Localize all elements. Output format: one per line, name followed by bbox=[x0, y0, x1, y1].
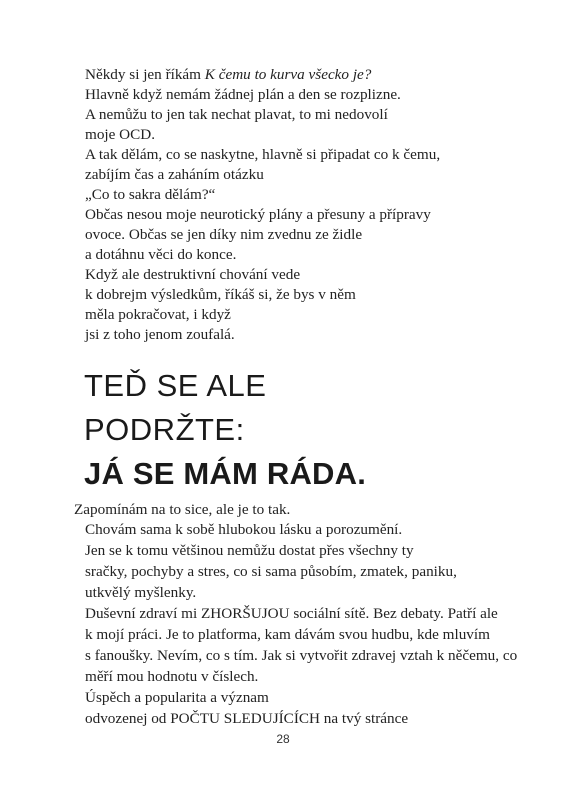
poem-line: měří mou hodnotu v číslech. bbox=[85, 668, 259, 685]
poem-line: A nemůžu to jen tak nechat plavat, to mi nedovolí bbox=[85, 106, 388, 123]
poem-line: Občas nesou moje neurotický plány a přesuny a přípravy bbox=[85, 206, 431, 223]
poem-line: s fanoušky. Nevím, co s tím. Jak si vytvořit zdravej vztah k něčemu, co bbox=[85, 647, 518, 664]
poem-line: Když ale destruktivní chování vede bbox=[85, 266, 301, 283]
heading-line-1: TEĎ SE ALE bbox=[84, 368, 267, 403]
poem-line: Chovám sama k sobě hlubokou lásku a porozumění. bbox=[85, 521, 403, 538]
heading-line-2: PODRŽTE: bbox=[84, 412, 245, 447]
poem-line bbox=[85, 65, 371, 85]
poem-line: a dotáhnu věci do konce. bbox=[85, 246, 237, 263]
poem-line: Zapomínám na to sice, ale je to tak. bbox=[74, 501, 291, 518]
poem-line: zabíjím čas a zaháním otázku bbox=[85, 166, 264, 183]
poem-line: ovoce. Občas se jen díky nim zvednu ze židle bbox=[85, 226, 363, 243]
poem-line: jsi z toho jenom zoufalá. bbox=[85, 326, 235, 343]
poem-line: utkvělý myšlenky. bbox=[85, 584, 197, 601]
heading-line-3: JÁ SE MÁM RÁDA. bbox=[84, 456, 367, 491]
poem-line-text: Někdy si jen říkám bbox=[85, 66, 205, 83]
poem-line-italic: K čemu to kurva všecko je? bbox=[204, 66, 372, 83]
poem-line: odvozenej od POČTU SLEDUJÍCÍCH na tvý stránce bbox=[85, 710, 409, 727]
poem-line: Úspěch a popularita a význam bbox=[85, 689, 269, 706]
poem-line: měla pokračovat, i když bbox=[85, 306, 231, 323]
poem-line: k mojí práci. Je to platforma, kam dávám svou hudbu, kde mluvím bbox=[85, 626, 490, 643]
poem-line: moje OCD. bbox=[85, 126, 156, 143]
poem-line: A tak dělám, co se naskytne, hlavně si připadat co k čemu, bbox=[85, 146, 441, 163]
poem-line: k dobrejm výsledkům, říkáš si, že bys v něm bbox=[85, 286, 356, 303]
poem-line: Jen se k tomu většinou nemůžu dostat přes všechny ty bbox=[85, 542, 414, 559]
poem-line: „Co to sakra dělám?“ bbox=[85, 186, 216, 203]
poem-line: sračky, pochyby a stres, co si sama působím, zmatek, paniku, bbox=[85, 563, 457, 580]
poem-line: Hlavně když nemám žádnej plán a den se rozplizne. bbox=[85, 86, 401, 103]
poem-line: Duševní zdraví mi ZHORŠUJOU sociální sítě. Bez debaty. Patří ale bbox=[85, 605, 498, 622]
page-number: 28 bbox=[276, 732, 290, 746]
